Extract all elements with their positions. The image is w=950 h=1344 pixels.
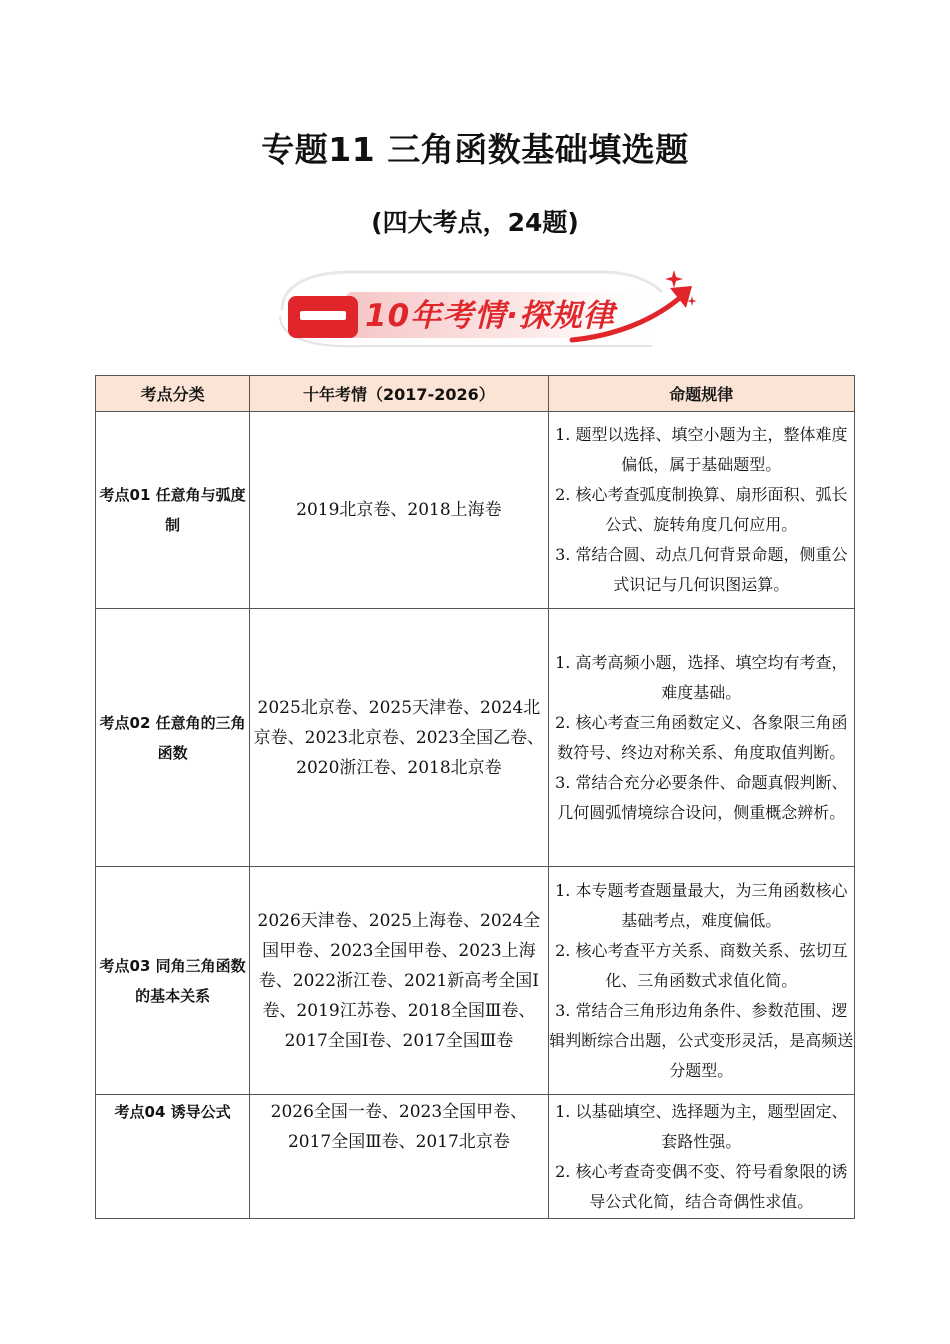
row-years: 2026全国一卷、2023全国甲卷、2017全国Ⅲ卷、2017北京卷 [250,1095,548,1219]
rule-item: 3. 常结合圆、动点几何背景命题，侧重公式识记与几何识图运算。 [555,545,848,594]
sparkle-icon [665,270,683,288]
rule-item: 1. 以基础填空、选择题为主，题型固定、套路性强。 [555,1101,848,1151]
row-years: 2025北京卷、2025天津卷、2024北京卷、2023北京卷、2023全国乙卷、2020浙江卷、2018北京卷 [250,609,548,867]
table-row [96,609,855,867]
row-rules [548,412,854,609]
row-category: 考点03 同角三角函数的基本关系 [96,867,250,1095]
row-rules [548,1095,854,1219]
header-rules: 命题规律 [548,376,854,412]
rule-item: 1. 题型以选择、填空小题为主，整体难度偏低，属于基础题型。 [555,425,848,474]
rule-item: 3. 常结合三角形边角条件、参数范围、逻辑判断综合出题，公式变形灵活，是高频送分题型。 [549,1000,854,1080]
page-title: 专题11 三角函数基础填选题 [261,130,689,169]
row-category: 考点01 任意角与弧度制 [96,412,250,609]
rule-item: 3. 常结合充分必要条件、命题真假判断、几何圆弧情境综合设问，侧重概念辨析。 [555,772,848,822]
header-category: 考点分类 [96,376,250,412]
row-category: 考点02 任意角的三角函数 [96,609,250,867]
rule-item: 2. 核心考查三角函数定义、各象限三角函数符号、终边对称关系、角度取值判断。 [555,712,848,762]
rule-item: 2. 核心考查奇变偶不变、符号看象限的诱导公式化简，结合奇偶性求值。 [555,1161,848,1211]
row-rules [548,609,854,867]
rule-item: 1. 高考高频小题，选择、填空均有考查，难度基础。 [555,652,848,702]
table-row [96,412,855,609]
table-row [96,867,855,1095]
row-category: 考点04 诱导公式 [96,1095,250,1219]
rule-item: 2. 核心考查平方关系、商数关系、弦切互化、三角函数式求值化简。 [555,940,848,990]
header-years: 十年考情（2017-2026） [250,376,548,412]
rule-item: 2. 核心考查弧度制换算、扇形面积、弧长公式、旋转角度几何应用。 [555,485,848,534]
row-rules [548,867,854,1095]
exam-analysis-table [95,375,855,1219]
table-row [96,1095,855,1219]
banner-title: 10年考情·探规律 [365,298,615,334]
row-years: 2026天津卷、2025上海卷、2024全国甲卷、2023全国甲卷、2023上海卷、2022浙江卷、2021新高考全国Ⅰ卷、2019江苏卷、2018全国Ⅲ卷、2017全国Ⅰ卷、2017全国Ⅲ卷 [250,867,548,1095]
row-years: 2019北京卷、2018上海卷 [250,412,548,609]
page-subtitle: (四大考点，24题) [371,208,579,237]
banner-dash-icon [300,311,346,320]
rule-item: 1. 本专题考查题量最大，为三角函数核心基础考点，难度偏低。 [555,880,848,930]
table-header-row [96,376,855,412]
